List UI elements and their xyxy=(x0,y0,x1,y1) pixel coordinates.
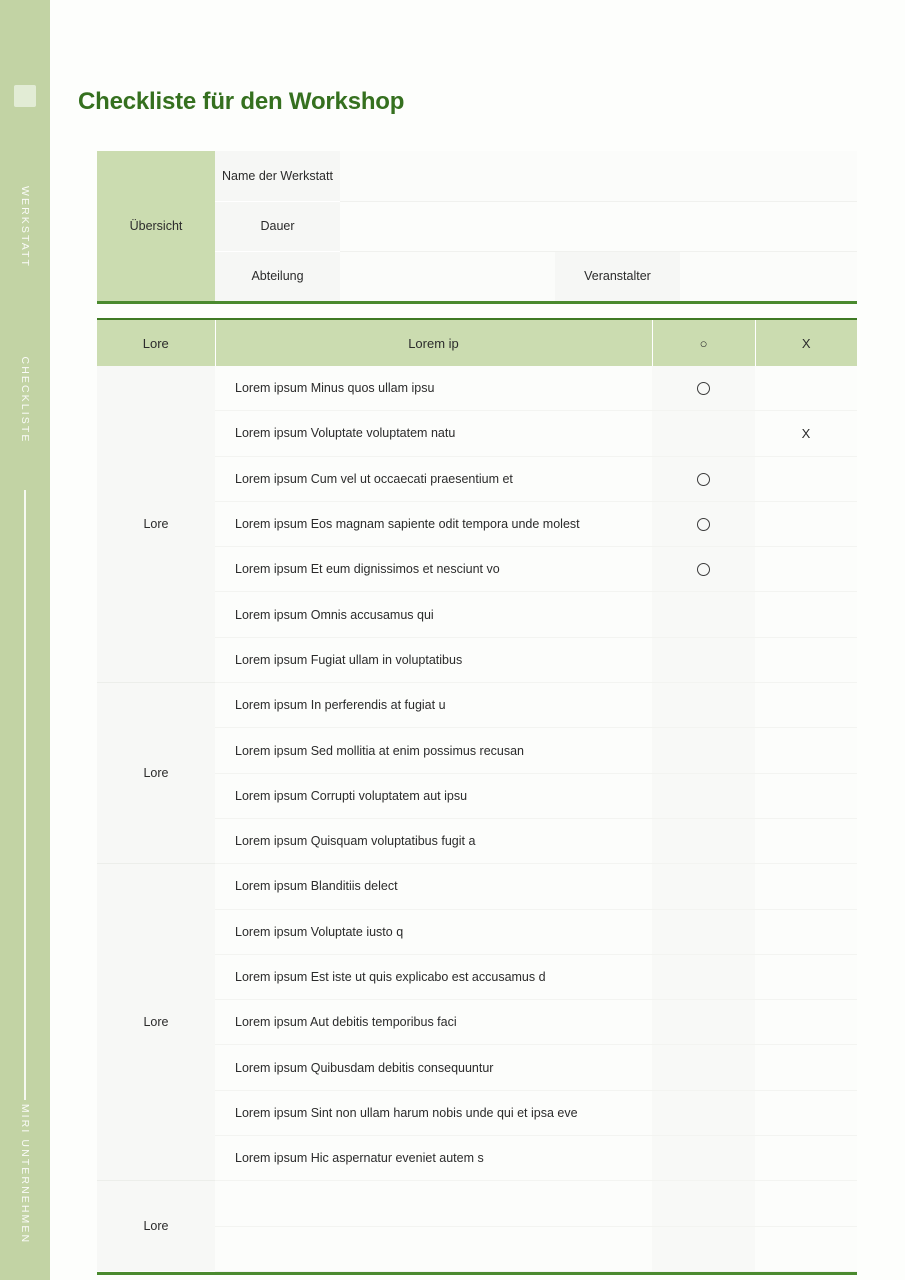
checklist-na-checkbox[interactable] xyxy=(755,683,857,728)
checklist-done-checkbox[interactable] xyxy=(652,456,755,501)
checklist-task-text[interactable]: Lorem ipsum Quibusdam debitis consequuntur xyxy=(215,1045,652,1090)
checklist-task-text[interactable]: Lorem ipsum Est iste ut quis explicabo est accusamus d xyxy=(215,954,652,999)
checklist-done-checkbox[interactable] xyxy=(652,909,755,954)
sidebar-rail xyxy=(0,0,50,1280)
checklist-na-checkbox[interactable] xyxy=(755,547,857,592)
checklist-done-checkbox[interactable] xyxy=(652,1045,755,1090)
overview-key-department: Abteilung xyxy=(215,251,340,301)
checklist-done-checkbox[interactable] xyxy=(652,366,755,411)
checklist-group-label: Lore xyxy=(97,864,215,1181)
checklist-task-text[interactable]: Lorem ipsum Sint non ullam harum nobis unde qui et ipsa eve xyxy=(215,1090,652,1135)
checklist-na-checkbox[interactable] xyxy=(755,1000,857,1045)
checklist-bottom-rule xyxy=(97,1272,857,1275)
checklist-done-checkbox[interactable] xyxy=(652,773,755,818)
checklist-done-checkbox[interactable] xyxy=(652,1181,755,1226)
overview-table xyxy=(97,151,857,302)
checklist-task-text[interactable]: Lorem ipsum Quisquam voluptatibus fugit a xyxy=(215,818,652,863)
checklist-done-checkbox[interactable] xyxy=(652,1090,755,1135)
checklist-na-checkbox[interactable] xyxy=(755,864,857,909)
overview-value-workshop-name[interactable] xyxy=(340,151,857,201)
checklist-done-checkbox[interactable] xyxy=(652,501,755,546)
checklist-na-checkbox[interactable] xyxy=(755,366,857,411)
circle-icon xyxy=(697,518,710,531)
overview-value-organizer[interactable] xyxy=(680,251,857,301)
checklist-row xyxy=(97,366,857,411)
rail-label-company: MIRI UNTERNEHMEN xyxy=(19,1103,31,1245)
checklist-header-row xyxy=(97,319,857,366)
checklist-done-checkbox[interactable] xyxy=(652,1226,755,1271)
checklist-task-text[interactable]: Lorem ipsum Minus quos ullam ipsu xyxy=(215,366,652,411)
rail-divider xyxy=(24,490,26,1100)
checklist-done-checkbox[interactable] xyxy=(652,954,755,999)
checklist-task-text[interactable] xyxy=(215,1226,652,1271)
checklist-task-text[interactable]: Lorem ipsum Cum vel ut occaecati praesentium et xyxy=(215,456,652,501)
checklist-na-checkbox[interactable] xyxy=(755,909,857,954)
checklist-na-checkbox[interactable] xyxy=(755,818,857,863)
checklist-na-checkbox[interactable] xyxy=(755,1136,857,1181)
checklist-done-checkbox[interactable] xyxy=(652,411,755,456)
checklist-col-na: X xyxy=(755,319,857,366)
checklist-task-text[interactable]: Lorem ipsum Voluptate iusto q xyxy=(215,909,652,954)
checklist-task-text[interactable]: Lorem ipsum Aut debitis temporibus faci xyxy=(215,1000,652,1045)
checklist-body xyxy=(97,366,857,1271)
overview-bottom-rule xyxy=(97,301,857,304)
checklist-col-task: Lorem ip xyxy=(215,319,652,366)
overview-key-workshop-name: Name der Werkstatt xyxy=(215,151,340,201)
checklist-row xyxy=(97,683,857,728)
checklist-task-text[interactable] xyxy=(215,1181,652,1226)
square-logo-icon xyxy=(14,85,36,107)
checklist-na-checkbox[interactable] xyxy=(755,637,857,682)
checklist-col-group: Lore xyxy=(97,319,215,366)
checklist-na-checkbox[interactable] xyxy=(755,773,857,818)
checklist-done-checkbox[interactable] xyxy=(652,1000,755,1045)
checklist-table xyxy=(97,318,857,1272)
overview-section-label: Übersicht xyxy=(97,151,215,301)
checklist-done-checkbox[interactable] xyxy=(652,818,755,863)
circle-icon xyxy=(697,563,710,576)
checklist-task-text[interactable]: Lorem ipsum Blanditiis delect xyxy=(215,864,652,909)
checklist-done-checkbox[interactable] xyxy=(652,637,755,682)
circle-icon xyxy=(697,473,710,486)
checklist-task-text[interactable]: Lorem ipsum Et eum dignissimos et nesciunt vo xyxy=(215,547,652,592)
overview-value-department[interactable] xyxy=(340,251,555,301)
checklist-na-checkbox[interactable] xyxy=(755,501,857,546)
checklist-done-checkbox[interactable] xyxy=(652,728,755,773)
checklist-group-label: Lore xyxy=(97,1181,215,1272)
checklist-na-checkbox[interactable] xyxy=(755,1226,857,1271)
checklist-task-text[interactable]: Lorem ipsum Corrupti voluptatem aut ipsu xyxy=(215,773,652,818)
checklist-group-label: Lore xyxy=(97,366,215,683)
checklist-na-checkbox[interactable] xyxy=(755,1181,857,1226)
checklist-na-checkbox[interactable] xyxy=(755,728,857,773)
checklist-task-text[interactable]: Lorem ipsum Omnis accusamus qui xyxy=(215,592,652,637)
checklist-na-checkbox[interactable] xyxy=(755,1090,857,1135)
checklist-na-checkbox[interactable] xyxy=(755,592,857,637)
checklist-task-text[interactable]: Lorem ipsum Hic aspernatur eveniet autem s xyxy=(215,1136,652,1181)
checklist-done-checkbox[interactable] xyxy=(652,864,755,909)
checklist-row xyxy=(97,864,857,909)
checklist-task-text[interactable]: Lorem ipsum Voluptate voluptatem natu xyxy=(215,411,652,456)
checklist-row xyxy=(97,1181,857,1226)
overview-value-duration[interactable] xyxy=(340,201,857,251)
checklist-done-checkbox[interactable] xyxy=(652,547,755,592)
checklist-task-text[interactable]: Lorem ipsum Fugiat ullam in voluptatibus xyxy=(215,637,652,682)
checklist-task-text[interactable]: Lorem ipsum Eos magnam sapiente odit tempora unde molest xyxy=(215,501,652,546)
checklist-task-text[interactable]: Lorem ipsum Sed mollitia at enim possimus recusan xyxy=(215,728,652,773)
rail-label-werkstatt: WERKSTATT xyxy=(19,185,31,269)
checklist-done-checkbox[interactable] xyxy=(652,1136,755,1181)
checklist-na-checkbox[interactable] xyxy=(755,456,857,501)
page-title: Checkliste für den Workshop xyxy=(78,88,405,115)
checklist-task-text[interactable]: Lorem ipsum In perferendis at fugiat u xyxy=(215,683,652,728)
x-icon: X xyxy=(801,425,811,441)
overview-key-organizer: Veranstalter xyxy=(555,251,680,301)
checklist-col-done: ○ xyxy=(652,319,755,366)
checklist-done-checkbox[interactable] xyxy=(652,592,755,637)
overview-key-duration: Dauer xyxy=(215,201,340,251)
checklist-group-label: Lore xyxy=(97,683,215,864)
circle-icon xyxy=(697,382,710,395)
checklist-na-checkbox[interactable] xyxy=(755,1045,857,1090)
checklist-na-checkbox[interactable] xyxy=(755,954,857,999)
checklist-done-checkbox[interactable] xyxy=(652,683,755,728)
overview-row-name xyxy=(97,151,857,201)
rail-label-checkliste: CHECKLISTE xyxy=(19,356,31,444)
checklist-na-checkbox[interactable] xyxy=(755,411,857,456)
